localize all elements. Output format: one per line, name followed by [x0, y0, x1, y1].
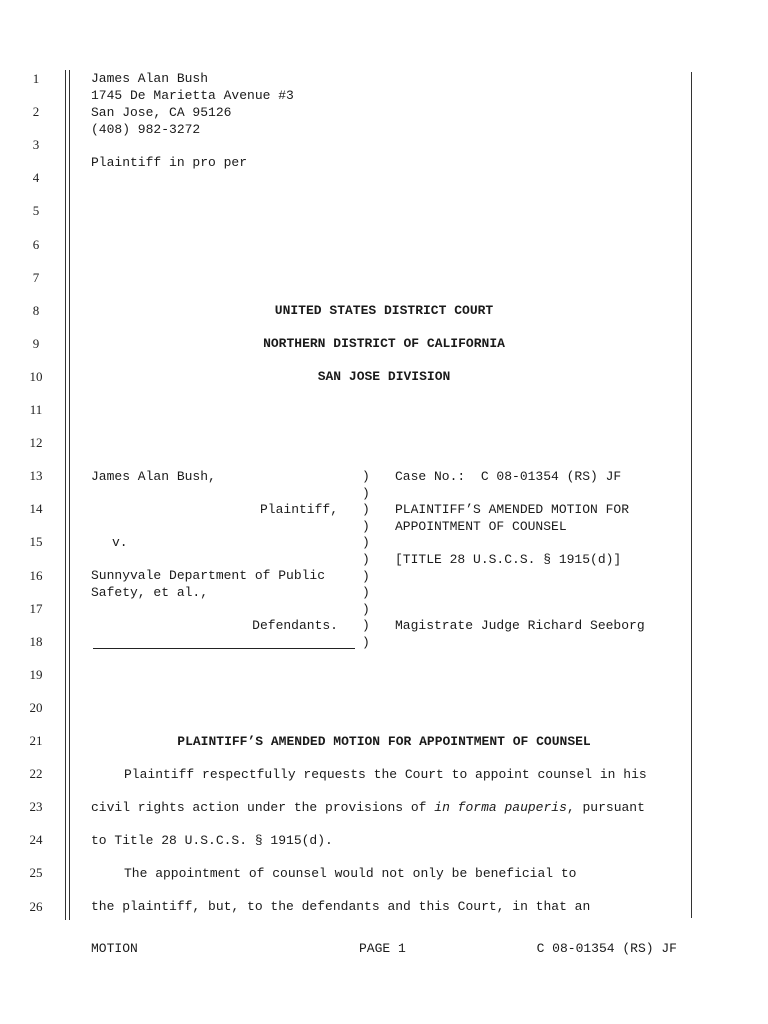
body-p1-line2-start: civil rights action under the provisions of — [91, 800, 435, 815]
line-number: 17 — [29, 600, 43, 616]
caption-paren: ) — [362, 502, 370, 518]
line-number: 5 — [32, 203, 40, 219]
court-division: SAN JOSE DIVISION — [317, 369, 451, 384]
left-margin-rule-inner — [69, 70, 70, 920]
line-number: 4 — [32, 170, 40, 186]
line-number: 25 — [29, 865, 43, 881]
line-number: 1 — [32, 71, 40, 86]
line-number: 3 — [32, 137, 40, 153]
caption-paren: ) — [362, 618, 370, 634]
caption-underline — [93, 648, 355, 649]
magistrate-judge: Magistrate Judge Richard Seeborg — [395, 618, 645, 633]
line-number: 8 — [32, 302, 40, 318]
line-number: 9 — [32, 335, 40, 351]
attorney-city: San Jose, CA 95126 — [91, 105, 232, 120]
caption-defendant-role: Defendants. — [252, 618, 338, 633]
caption-plaintiff-role: Plaintiff, — [259, 502, 338, 517]
body-p2-line2: the plaintiff, but, to the defendants and this Court, in that an — [91, 899, 591, 914]
line-number: 23 — [29, 799, 43, 815]
line-number: 26 — [29, 898, 43, 914]
line-number: 14 — [29, 501, 43, 517]
caption-paren: ) — [362, 552, 370, 567]
line-number: 13 — [29, 468, 43, 484]
body-p2-line1: The appointment of counsel would not only be beneficial to — [124, 866, 577, 881]
case-number: Case No.: C 08-01354 (RS) JF — [395, 469, 622, 484]
document-title-line2: APPOINTMENT OF COUNSEL — [395, 519, 567, 534]
attorney-name: James Alan Bush — [91, 71, 209, 86]
body-p1-line2 — [91, 799, 645, 816]
line-number: 21 — [29, 733, 43, 748]
statute-reference: [TITLE 28 U.S.C.S. § 1915(d)] — [395, 552, 622, 567]
court-name: UNITED STATES DISTRICT COURT — [274, 303, 494, 318]
line-number: 6 — [32, 236, 40, 252]
caption-paren: ) — [362, 585, 370, 601]
right-margin-rule — [691, 72, 692, 918]
caption-defendant-line1: Sunnyvale Department of Public — [91, 568, 326, 583]
line-number: 10 — [29, 368, 43, 384]
line-number: 2 — [32, 104, 40, 120]
line-number: 11 — [29, 402, 43, 417]
line-number: 20 — [29, 699, 43, 715]
body-p1-line2-italic: in forma pauperis — [434, 800, 567, 815]
caption-paren: ) — [362, 485, 370, 501]
attorney-status: Plaintiff in pro per — [91, 155, 248, 170]
body-p1-line2-end: , pursuant — [566, 800, 645, 815]
line-number: 19 — [29, 666, 43, 682]
caption-defendant-line2: Safety, et al., — [91, 585, 209, 600]
line-number: 7 — [32, 269, 40, 285]
footer-left: MOTION — [91, 941, 138, 956]
caption-paren: ) — [362, 518, 370, 534]
body-p1-line3: to Title 28 U.S.C.S. § 1915(d). — [91, 833, 333, 848]
caption-paren: ) — [362, 601, 370, 617]
footer-center: PAGE 1 — [359, 941, 406, 956]
left-margin-rule-outer — [65, 70, 66, 920]
line-number: 16 — [29, 567, 43, 583]
line-number: 18 — [29, 633, 43, 649]
caption-paren: ) — [362, 469, 370, 484]
court-district: NORTHERN DISTRICT OF CALIFORNIA — [263, 336, 505, 351]
caption-versus: v. — [112, 535, 128, 550]
line-number: 15 — [29, 534, 43, 550]
caption-plaintiff-name: James Alan Bush, — [91, 469, 216, 484]
document-title-line1: PLAINTIFF’S AMENDED MOTION FOR — [395, 502, 630, 517]
line-number: 24 — [29, 832, 43, 848]
motion-heading: PLAINTIFF’S AMENDED MOTION FOR APPOINTMENT OF COUNSEL — [177, 734, 591, 749]
line-number: 22 — [29, 766, 43, 782]
caption-paren: ) — [362, 568, 370, 584]
footer-right: C 08-01354 (RS) JF — [536, 941, 677, 956]
body-p1-line1: Plaintiff respectfully requests the Court to appoint counsel in his — [124, 767, 647, 782]
attorney-street: 1745 De Marietta Avenue #3 — [91, 88, 294, 103]
line-number: 12 — [29, 435, 43, 451]
caption-paren: ) — [362, 635, 370, 650]
caption-paren: ) — [362, 535, 370, 551]
attorney-phone: (408) 982-3272 — [91, 122, 201, 137]
